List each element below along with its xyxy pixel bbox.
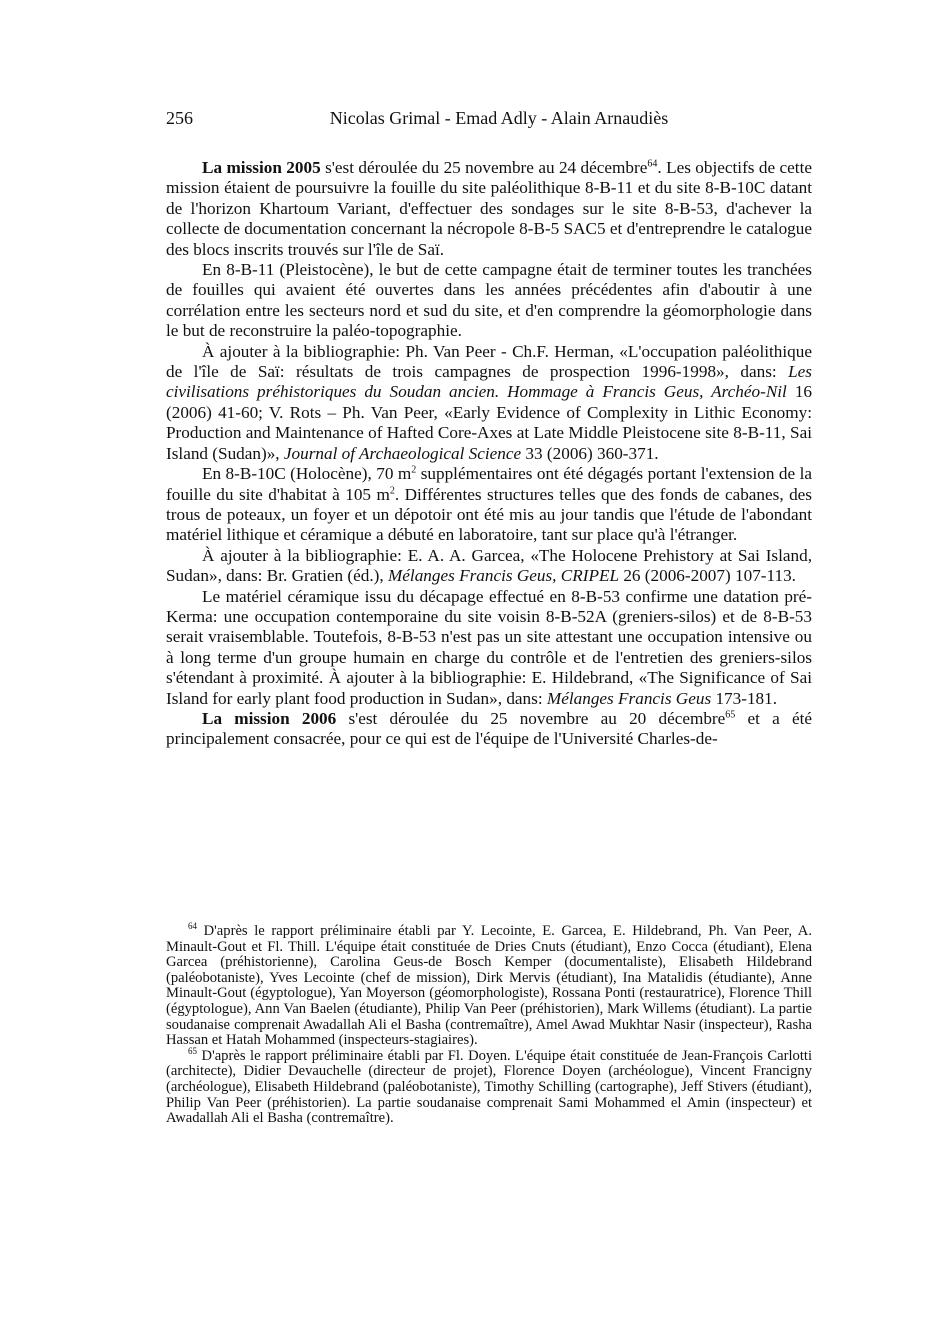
paragraph-bibliography-8-B-11: À ajouter à la bibliographie: Ph. Van Peer - Ch.F. Herman, «L'occupation paléolithique de l'île de Saï: résultats de trois campagnes de prospection 1996-1998», dans: Les civilisations préhistoriques du Soudan ancien. Hommage à Francis Geus, Archéo-Nil 16 (2006) 41-60; V. Rots – Ph. Van Peer, «Early Evidence of Complexity in Lithic Economy: Production and Maintenance of Hafted Core-Axes at Late Middle Pleistocene site 8-B-11, Sai Island (Sudan)», Journal of Archaeological Science 33 (2006) 360-371. [166,341,813,463]
footnote-ref[interactable]: 65 [725,709,736,721]
footnote-64: $^{64}$ D'après le rapport préliminaire établi par Y. Lecointe, E. Garcea, E. Hildebrand, Ph. Van Peer, A. Minault-Gout et Fl. Thill. L'équipe était constituée de Dries Cnuts (étudiant), Enzo Cocca (étudiant), Elena Garcea (préhistorienne), Carolina Geus-de Bosch Kemper (documentaliste), Elisabeth Hildebrand (paléobotaniste), Yves Lecointe (chef de mission), Dirk Mervis (étudiant), Ina Matalidis (étudiante), Anne Minault-Gout (égyptologue), Yan Moyerson (géomorphologiste), Rossana Ponti (restauratrice), Florence Thill (égyptologue), Ann Van Baelen (étudiante), Philip Van Peer (préhistorien), Mark Willems (étudiant). La partie soudanaise comprenait Awadallah Ali el Basha (contremaître), Amel Awad Mukhtar Nasir (inspecteur), Rasha Hassan et Hatah Mohammed (inspecteurs-stagiaires). [166,921,812,1049]
paragraph-8-B-53: Le matériel céramique issu du décapage effectué en 8-B-53 confirme une datation pré-Kerma: une occupation contemporaine du site voisin 8-B-52A (greniers-silos) et de 8-B-53 serait vraisemblable. Toutefois, 8-B-53 n'est pas un site attestant une occupation intensive ou à long terme d'un groupe humain en charge du contrôle et de l'entretien des greniers-silos s'étendant à proximité. À ajouter à la bibliographie: E. Hildebrand, «The Significance of Sai Island for early plant food production in Sudan», dans: Mélanges Francis Geus 173-181. [166,586,812,708]
footnote-65: $^{65}$ D'après le rapport préliminaire établi par Fl. Doyen. L'équipe était constituée de Jean-François Carlotti (architecte), Didier Devauchelle (directeur de projet), Florence Doyen (archéologue), Vincent Francigny (archéologue), Elisabeth Hildebrand (paléobotaniste), Timothy Schilling (cartographe), Jeff Stivers (étudiant), Philip Van Peer (préhistorien). La partie soudanaise comprenait Sami Mohammed el Amin (inspecteur) et Awadallah Ali el Basha (contremaître). [166,1045,812,1127]
running-head [166,104,812,132]
paragraph-8-B-10C: En 8-B-10C (Holocène), 70 $m^2$ supplémentaires ont été dégagés portant l'extension de la fouille du site d'habitat à 105 $m^2$. Différentes structures telles que des fonds de cabanes, des trous de poteaux, un foyer et un dépotoir ont été mis au jour tandis que l'étude de l'abondant matériel lithique et céramique a débuté en laboratoire, tant sur place qu'à l'étranger. [166,464,813,545]
footnote-number: 65 [188,1045,197,1056]
mission-heading: La mission 2005 [202,158,321,177]
paragraph-mission-2006: La mission 2006 s'est déroulée du 25 novembre au 20 décembre$^{65}$ et a été principalement consacrée, pour ce qui est de l'équipe de l'Université Charles-de- [166,708,812,749]
page-number: 256 [166,108,193,128]
paragraph-8-B-11: En 8-B-11 (Pleistocène), le but de cette campagne était de terminer toutes les tranchées de fouilles qui avaient été ouvertes dans les années précédentes afin d'aboutir à une corrélation entre les secteurs nord et sud du site, et d'en comprendre la géomorphologie dans le but de reconstruire la paléo-topographie. [166,260,812,341]
footnote-number: 64 [188,921,197,932]
footnotes [166,921,812,1127]
body-text [166,158,812,750]
paragraph-bibliography-8-B-10C: À ajouter à la bibliographie: E. A. A. Garcea, «The Holocene Prehistory at Sai Island, Sudan», dans: Br. Gratien (éd.), Mélanges Francis Geus, CRIPEL 26 (2006-2007) 107-113. [166,545,812,586]
mission-heading: La mission 2006 [202,708,337,728]
footnote-ref[interactable]: 64 [647,158,658,170]
running-title: Nicolas Grimal - Emad Adly - Alain Arnaudiès [329,108,669,128]
paragraph-mission-2005: La mission 2005 s'est déroulée du 25 novembre au 24 décembre$^{64}$. Les objectifs de cette mission étaient de poursuivre la fouille du site paléolithique 8-B-11 et du site 8-B-10C datant de l'horizon Khartoum Variant, d'effectuer des sondages sur le site 8-B-53, d'achever la collecte de documentation concernant la nécropole 8-B-5 SAC5 et d'entreprendre le catalogue des blocs inscrits trouvés sur l'île de Saï. [166,158,812,259]
